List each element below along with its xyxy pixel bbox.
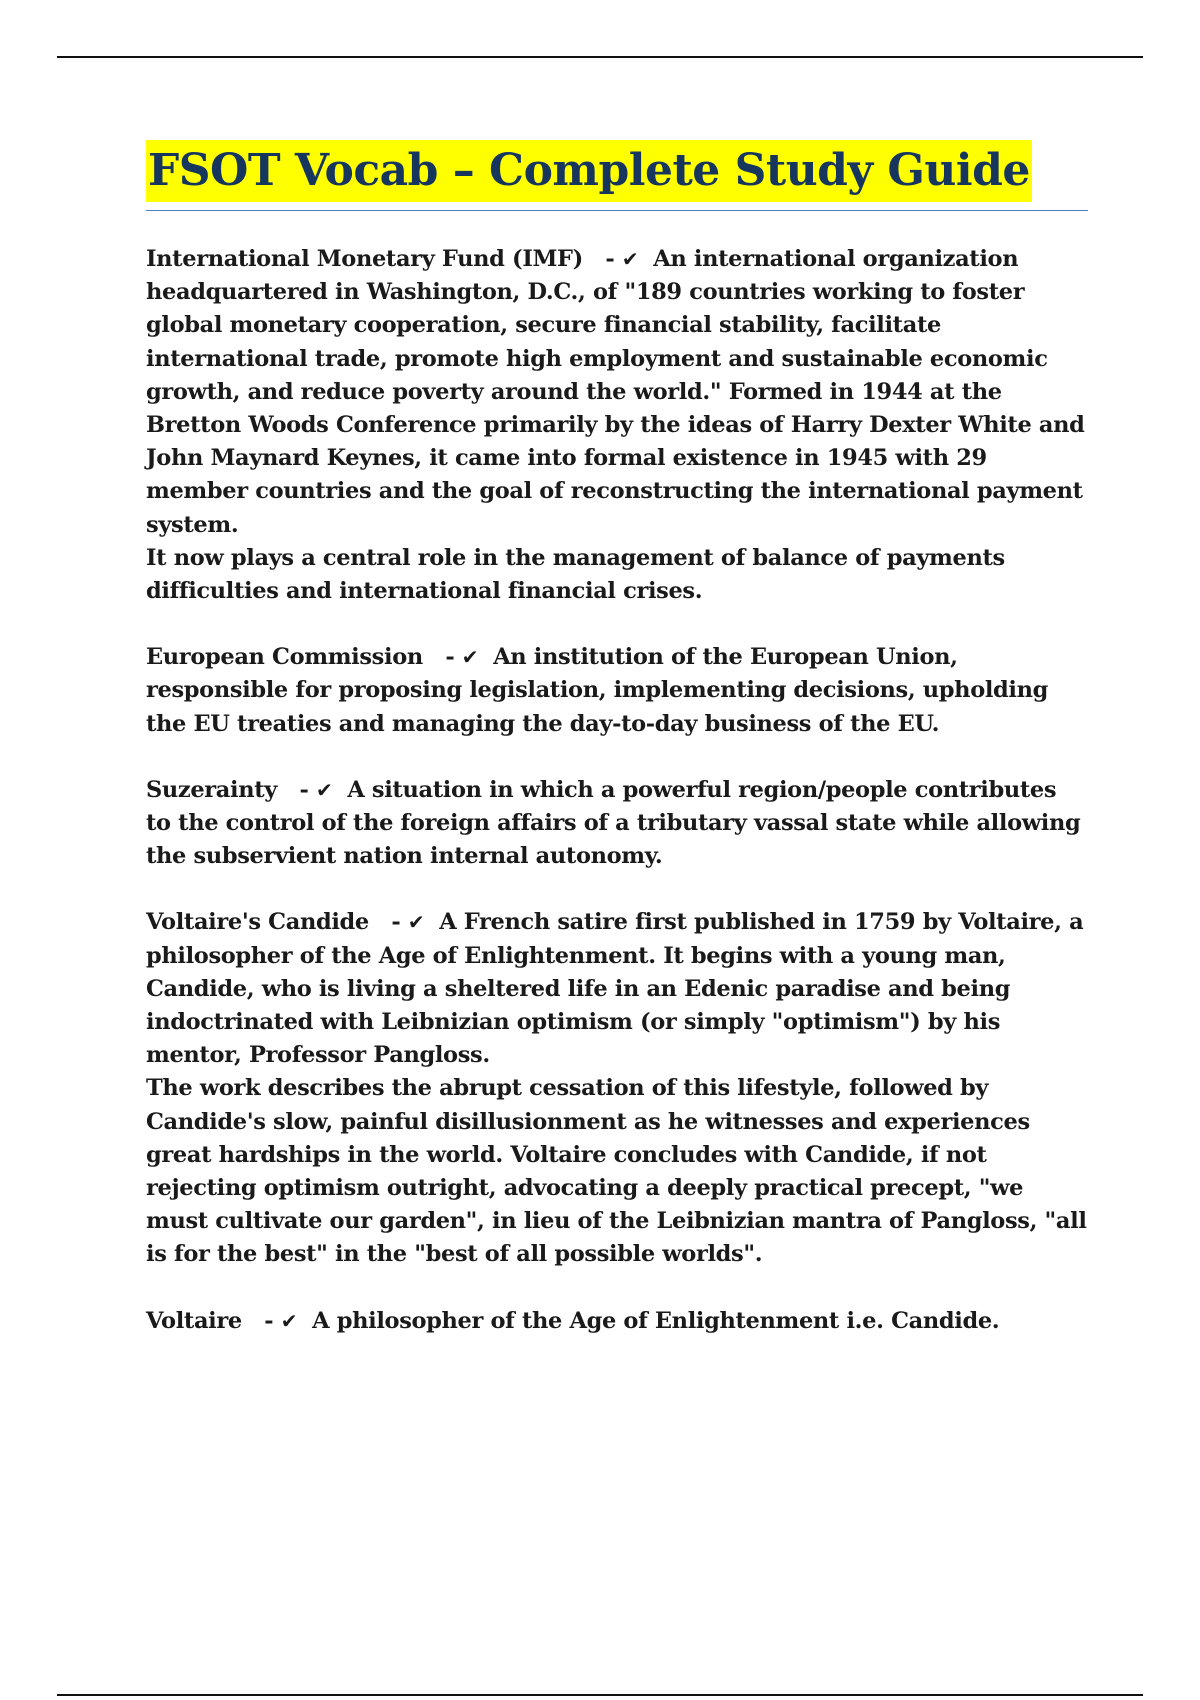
title-block bbox=[146, 140, 1088, 211]
entry-definition: A situation in which a powerful region/people contributes to the control of the foreign affairs of a tributary vassal state while allowing the subservient nation internal autonomy. bbox=[146, 776, 1081, 870]
checkmark-icon: ✔ bbox=[461, 645, 479, 670]
page-title: FSOT Vocab – Complete Study Guide bbox=[146, 140, 1032, 202]
entry-term: Voltaire bbox=[146, 1307, 242, 1334]
entry-term: International Monetary Fund (IMF) bbox=[146, 246, 583, 272]
entry-definition: A French satire first published in 1759 by Voltaire, a philosopher of the Age of Enlightenment. It begins with a young man, Candide, who is living a sheltered life in an Edenic paradise and being indoctrinated with Leibnizian optimism (or simply "optimism") by his mentor, Professor Pangloss. bbox=[146, 909, 1084, 1069]
vocab-entry bbox=[146, 243, 1088, 608]
entry-definition: An institution of the European Union, responsible for proposing legislation, implementing decisions, upholding the EU treaties and managing the day-to-day business of the EU. bbox=[146, 644, 1049, 737]
entry-term: Voltaire's Candide bbox=[146, 909, 369, 936]
checkmark-icon: ✔ bbox=[315, 777, 333, 802]
vocab-entry bbox=[146, 906, 1088, 1271]
vocab-entry bbox=[146, 1305, 1088, 1338]
bottom-rule bbox=[57, 1694, 1143, 1696]
vocab-entry bbox=[146, 641, 1088, 741]
checkmark-icon: ✔ bbox=[280, 1308, 298, 1333]
entry-definition: An international organization headquartered in Washington, D.C., of "189 countries working to foster global monetary cooperation, secure financial stability, facilitate international trade, promote high employment and sustainable economic growth, and reduce poverty around the world." Formed in 1944 at the Bretton Woods Conference primarily by the ideas of Harry Dexter White and John Maynard Keynes, it came into formal existence in 1945 with 29 member countries and the goal of reconstructing the international payment system. bbox=[146, 246, 1085, 538]
entry-term: European Commission bbox=[146, 644, 423, 671]
entry-definition-continued: The work describes the abrupt cessation of this lifestyle, followed by Candide's slow, painful disillusionment as he witnesses and experiences great hardships in the world. Voltaire concludes with Candide, if not rejecting optimism outright, advocating a deeply practical precept, "we must cultivate our garden", in lieu of the Leibnizian mantra of Pangloss, "all is for the best" in the "best of all possible worlds". bbox=[146, 1075, 1087, 1268]
separator-dash: - bbox=[277, 776, 316, 803]
document-body bbox=[146, 140, 1088, 1371]
separator-dash: - bbox=[422, 644, 462, 671]
checkmark-icon: ✔ bbox=[621, 247, 639, 271]
entry-term: Suzerainty bbox=[146, 776, 278, 803]
separator-dash: - bbox=[368, 909, 408, 936]
entry-definition-continued: It now plays a central role in the management of balance of payments difficulties and international financial crises. bbox=[146, 544, 1005, 605]
vocab-entry bbox=[146, 774, 1088, 874]
checkmark-icon: ✔ bbox=[407, 910, 425, 935]
separator-dash: - bbox=[582, 246, 622, 272]
separator-dash: - bbox=[241, 1307, 281, 1334]
entry-definition: A philosopher of the Age of Enlightenment i.e. Candide. bbox=[312, 1307, 1000, 1334]
top-rule bbox=[57, 56, 1143, 58]
